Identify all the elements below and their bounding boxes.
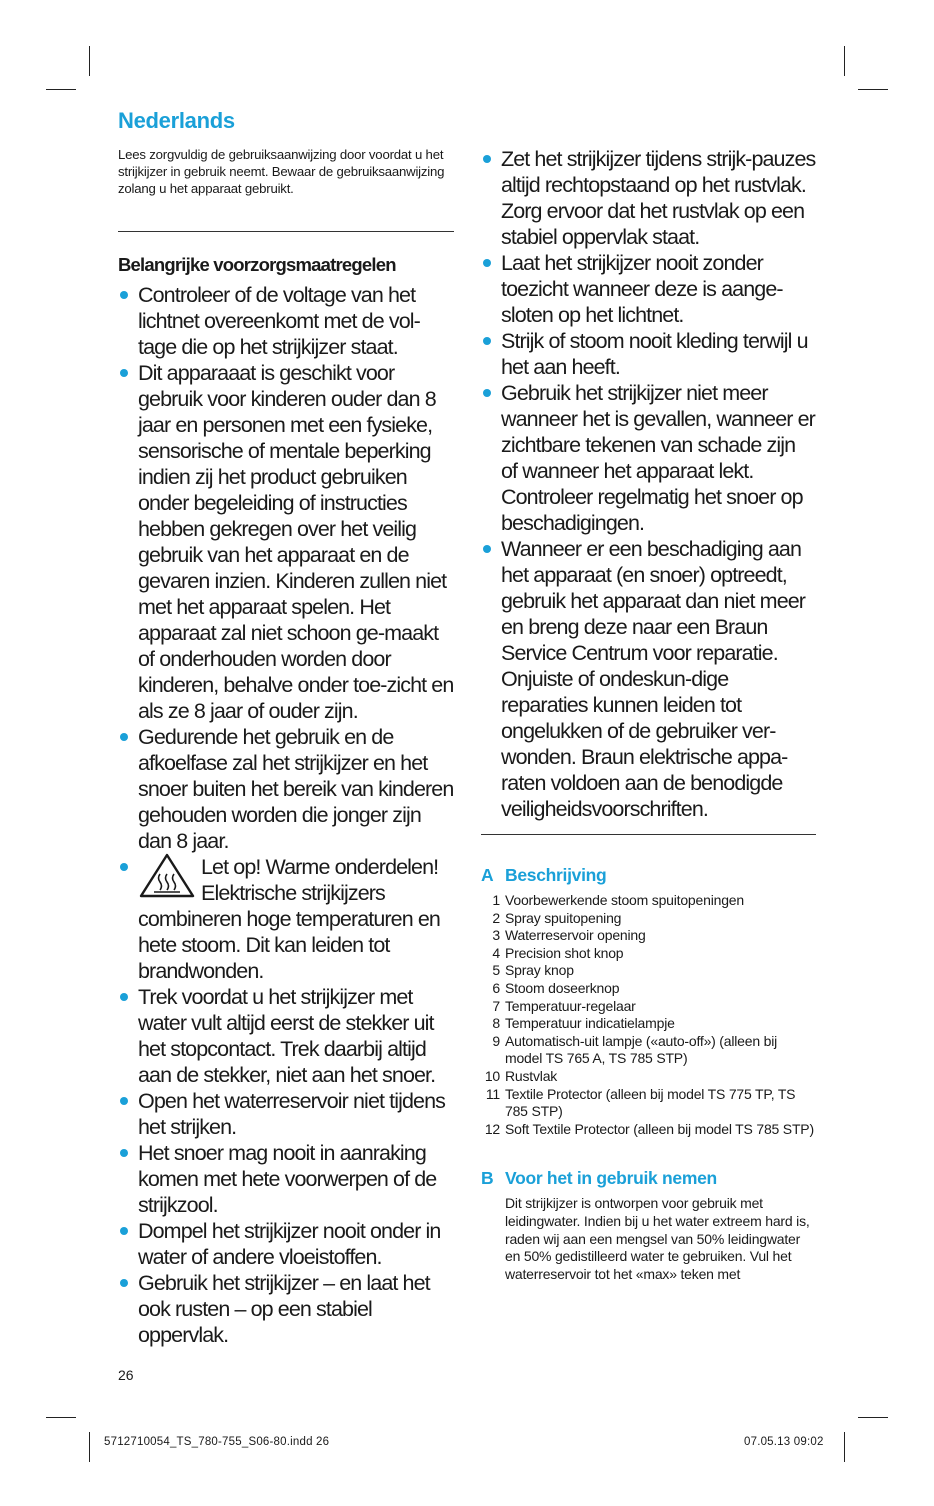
list-item: Gebruik het strijkijzer – en laat het ook rusten – op een stabiel oppervlak. [118, 1270, 454, 1348]
print-slug-file: 5712710054_TS_780-755_S06-80.indd 26 [104, 1436, 330, 1448]
section-a-heading [481, 865, 816, 886]
print-slug-date: 07.05.13 09:02 [744, 1436, 824, 1448]
language-title: Nederlands [118, 108, 235, 133]
list-item: Gebruik het strijkijzer niet meer wanneer het is gevallen, wanneer er zichtbare tekenen van schade zijn of wanneer het apparaat lekt. Controleer regelmatig het snoer op beschadigingen. [481, 380, 816, 536]
section-letter: A [481, 865, 494, 885]
part-item: 8 Temperatuur indicatielampje [492, 1015, 675, 1032]
section-title: Beschrijving [505, 865, 607, 885]
part-item: 1 Voorbewerkende stoom spuitopeningen [492, 892, 744, 908]
section-b-heading [481, 1168, 816, 1189]
left-column [118, 108, 454, 1348]
crop-mark [844, 46, 845, 76]
list-item: Dit apparaaat is geschikt voor gebruik voor kinderen ouder dan 8 jaar en personen met een fysieke, sensorische of mentale beperking indien zij het product gebruiken onder begeleiding of instructies hebben gekregen over het veilig gebruik van het apparaat en de gevaren inzien. Kinderen zullen niet met het apparaat spelen. Het apparaat zal niet schoon ge-maakt of onderhouden worden door kinderen, behalve onder toe-zicht en als ze 8 jaar of ouder zijn. [118, 360, 454, 724]
list-item: Dompel het strijkijzer nooit onder in water of andere vloeistoffen. [118, 1218, 454, 1270]
part-item: 2 Spray spuitopening [492, 909, 622, 926]
list-item: Strijk of stoom nooit kleding terwijl u het aan heeft. [481, 328, 816, 380]
section-b-text: Dit strijkijzer is ontworpen voor gebruik met leidingwater. Indien bij u het water extreem hard is, raden wij aan een mengsel van 50% leidingwater en 50% gedistilleerd water te gebruiken. Vul het waterreservoir tot het «max» teken met [505, 1195, 810, 1282]
list-item: Het snoer mag nooit in aanraking komen met hete voorwerpen of de strijkzool. [118, 1140, 454, 1218]
list-item: Open het waterreservoir niet tijdens het strijken. [118, 1088, 454, 1140]
section-letter: B [481, 1168, 494, 1189]
part-item: 7 Temperatuur-regelaar [492, 997, 636, 1014]
warning-text: combineren hoge temperaturen en hete stoom. Dit kan leiden tot brandwonden. [138, 907, 440, 983]
list-item: Wanneer er een beschadiging aan het apparaat (en snoer) optreedt, gebruik het apparaat dan niet meer en breng deze naar een Braun Service Centrum voor reparatie. Onjuiste of ondeskun-dige reparaties kunnen leiden tot ongelukken of de gebruiker ver-wonden. Braun elektrische appa-raten voldoen aan de benodigde veiligheidsvoorschriften. [481, 536, 816, 822]
section-title: Voor het in gebruik nemen [505, 1168, 717, 1189]
list-item: Gedurende het gebruik en de afkoelfase zal het strijkijzer en het snoer buiten het bereik van kinderen gehouden worden die jonger zijn dan 8 jaar. [118, 724, 454, 854]
right-column [481, 146, 816, 1283]
crop-mark [844, 1432, 845, 1462]
part-item: 12 Soft Textile Protector (alleen bij model TS 785 STP) [484, 1120, 814, 1137]
crop-mark [46, 89, 76, 90]
safety-list-left [118, 282, 454, 1348]
part-item: 4 Precision shot knop [492, 944, 624, 961]
list-item: Laat het strijkijzer nooit zonder toezicht wanneer deze is aange-sloten op het lichtnet. [481, 250, 816, 328]
list-item: Controleer of de voltage van het lichtnet overeenkomt met de vol-tage die op het strijkijzer staat. [118, 282, 454, 360]
crop-mark [46, 1417, 76, 1418]
divider [481, 834, 816, 835]
safety-list-right [481, 146, 816, 822]
crop-mark [89, 46, 90, 76]
intro-text: Lees zorgvuldig de gebruiksaanwijzing door voordat u het strijkijzer in gebruik neemt. Bewaar de gebruiksaanwijzing zolang u het apparaat gebruikt. [118, 147, 445, 196]
hot-surface-warning-icon [138, 852, 196, 898]
warning-line-2: Elektrische strijkijzers [201, 881, 385, 905]
parts-list [481, 892, 816, 1138]
safety-heading: Belangrijke voorzorgsmaatregelen [118, 254, 396, 275]
warning-line-1: Let op! Warme onderdelen! [201, 855, 439, 879]
divider [118, 231, 454, 232]
part-item: 9 Automatisch-uit lampje («auto-off») (alleen bij model TS 765 A, TS 785 STP) [492, 1032, 778, 1067]
crop-mark [858, 1417, 888, 1418]
part-item: 5 Spray knop [492, 962, 574, 979]
list-item: Trek voordat u het strijkijzer met water vult altijd eerst de stekker uit het stopcontact. Trek daarbij altijd aan de stekker, niet aan het snoer. [118, 984, 454, 1088]
crop-mark [858, 89, 888, 90]
page-number: 26 [118, 1367, 134, 1383]
part-item: 11 Textile Protector (alleen bij model TS 775 TP, TS 785 STP) [485, 1085, 796, 1120]
list-item-warning [118, 854, 454, 984]
list-item: Zet het strijkijzer tijdens strijk-pauzes altijd rechtopstaand op het rustvlak. Zorg ervoor dat het rustvlak op een stabiel oppervlak staat. [481, 146, 816, 250]
part-item: 10 Rustvlak [484, 1067, 558, 1084]
part-item: 6 Stoom doseerknop [492, 979, 620, 996]
part-item: 3 Waterreservoir opening [492, 927, 646, 944]
crop-mark [89, 1432, 90, 1462]
